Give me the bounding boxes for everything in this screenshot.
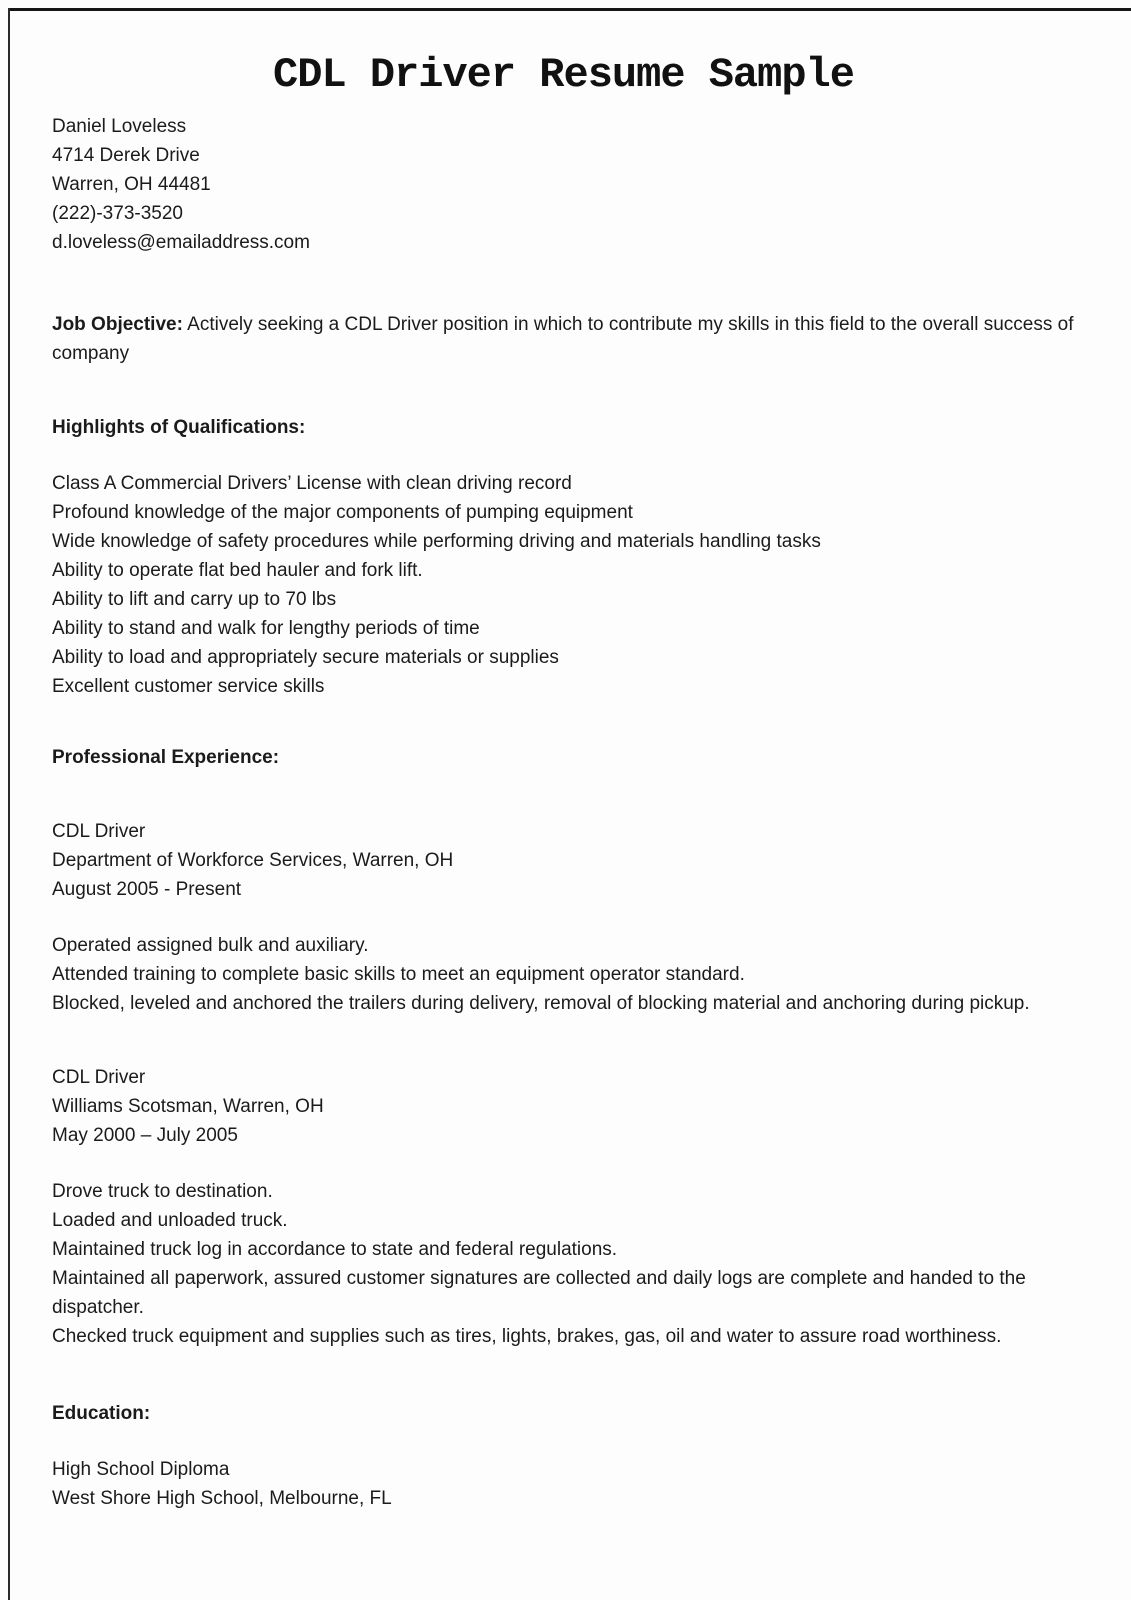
job-title: CDL Driver xyxy=(52,821,146,843)
qualification-item: Excellent customer service skills xyxy=(52,676,325,698)
education-school: West Shore High School, Melbourne, FL xyxy=(52,1488,392,1510)
job-dates: August 2005 - Present xyxy=(52,879,242,901)
contact-block xyxy=(52,112,1075,257)
job-duties xyxy=(52,931,1075,1018)
job-objective xyxy=(52,310,1079,368)
contact-address-city: Warren, OH 44481 xyxy=(52,174,211,196)
qualification-item: Ability to load and appropriately secure materials or supplies xyxy=(52,647,559,669)
job-duty: Loaded and unloaded truck. xyxy=(52,1210,288,1232)
job-dates: May 2000 – July 2005 xyxy=(52,1125,238,1147)
job-duty: Operated assigned bulk and auxiliary. xyxy=(52,935,369,957)
job-duty: Maintained truck log in accordance to state and federal regulations. xyxy=(52,1239,618,1261)
qualification-item: Wide knowledge of safety procedures while performing driving and materials handling tasks xyxy=(52,531,821,553)
section-heading-education: Education: xyxy=(52,1403,151,1425)
job-duties xyxy=(52,1177,1075,1351)
page-title: CDL Driver Resume Sample xyxy=(273,51,854,99)
job-duty: Checked truck equipment and supplies such as tires, lights, brakes, gas, oil and water to assure road worthiness. xyxy=(52,1326,1002,1348)
job-objective-text: Actively seeking a CDL Driver position in which to contribute my skills in this field to the overall success of company xyxy=(52,314,1079,365)
page-edge-top xyxy=(8,8,1131,11)
job-company: Williams Scotsman, Warren, OH xyxy=(52,1096,324,1118)
contact-email: d.loveless@emailaddress.com xyxy=(52,232,310,254)
education-degree: High School Diploma xyxy=(52,1459,230,1481)
job-duty: Maintained all paperwork, assured customer signatures are collected and daily logs are complete and handed to the dispatcher. xyxy=(52,1268,1032,1319)
job-title: CDL Driver xyxy=(52,1067,146,1089)
contact-phone: (222)-373-3520 xyxy=(52,203,183,225)
section-heading-qualifications: Highlights of Qualifications: xyxy=(52,417,306,439)
section-heading-experience: Professional Experience: xyxy=(52,747,280,769)
contact-name: Daniel Loveless xyxy=(52,116,187,138)
job-objective-label: Job Objective: xyxy=(52,314,183,336)
job-header xyxy=(52,817,1075,904)
qualifications-list xyxy=(52,469,1075,701)
job-company: Department of Workforce Services, Warren, OH xyxy=(52,850,454,872)
qualification-item: Class A Commercial Drivers’ License with clean driving record xyxy=(52,473,572,495)
qualification-item: Ability to lift and carry up to 70 lbs xyxy=(52,589,337,611)
contact-address-street: 4714 Derek Drive xyxy=(52,145,200,167)
job-duty: Drove truck to destination. xyxy=(52,1181,273,1203)
job-duty: Attended training to complete basic skills to meet an equipment operator standard. xyxy=(52,964,745,986)
job-header xyxy=(52,1063,1075,1150)
qualification-item: Profound knowledge of the major components of pumping equipment xyxy=(52,502,633,524)
qualification-item: Ability to stand and walk for lengthy periods of time xyxy=(52,618,480,640)
education-block xyxy=(52,1455,1075,1513)
qualification-item: Ability to operate flat bed hauler and fork lift. xyxy=(52,560,423,582)
resume-content xyxy=(0,52,1131,1513)
job-duty: Blocked, leveled and anchored the trailers during delivery, removal of blocking material and anchoring during pickup. xyxy=(52,993,1030,1015)
